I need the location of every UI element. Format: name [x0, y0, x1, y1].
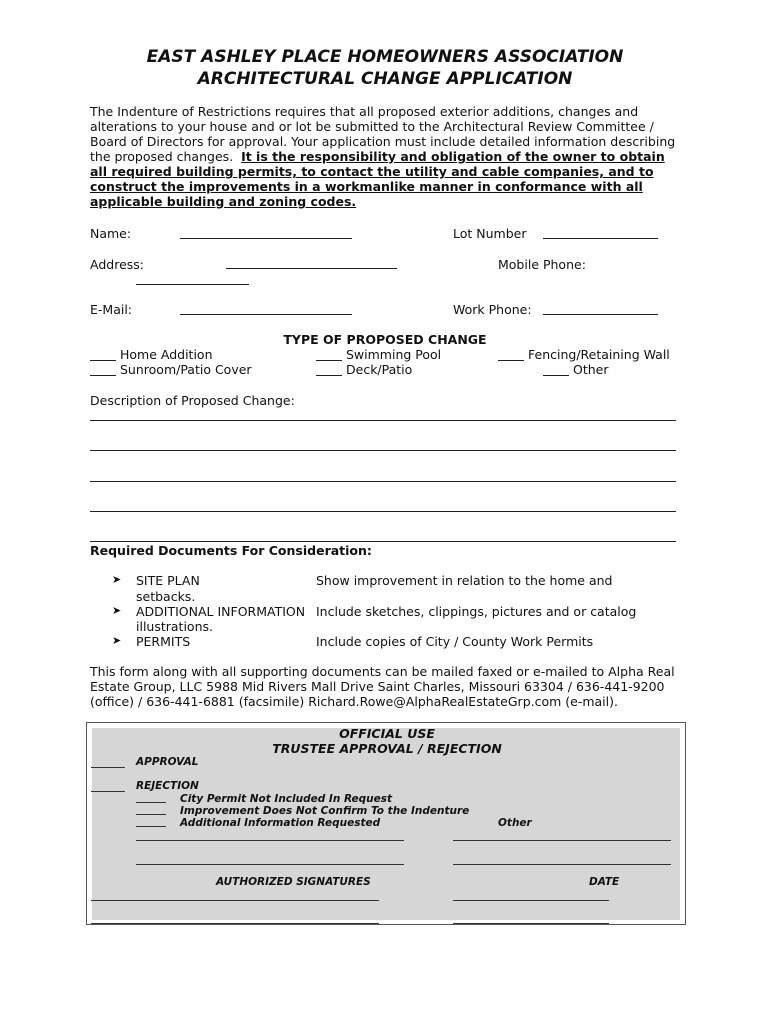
form-title-line2: ARCHITECTURAL CHANGE APPLICATION — [197, 69, 573, 89]
name-field[interactable] — [180, 238, 352, 239]
intro-emphasis: It is the responsibility and obligation of the owner to obtain all required building permits, to contact the utility and cable companies, and to construct the improvements in a workmanlike manner in conformance with all applicable building and zoning codes. — [90, 149, 665, 209]
signature-line-2[interactable] — [91, 923, 379, 924]
change-type-heading: TYPE OF PROPOSED CHANGE — [283, 332, 487, 347]
signatures-label: AUTHORIZED SIGNATURES — [216, 876, 371, 888]
work-phone-field[interactable] — [543, 314, 658, 315]
arrow-bullet-icon: ➤ — [112, 573, 122, 586]
work-phone-label: Work Phone: — [453, 302, 532, 317]
description-line-3[interactable] — [90, 481, 676, 482]
official-use-box — [86, 722, 686, 925]
intro-text: The Indenture of Restrictions requires that all proposed exterior additions, changes and alterations to your house and or lot be submitted to the Architectural Review Committee / Board of Directors for approval. Your application must include detailed information describing the proposed changes. — [90, 104, 676, 164]
approval-label: APPROVAL — [136, 756, 199, 768]
comment-line-1[interactable] — [136, 840, 404, 841]
reason-label: City Permit Not Included In Request — [180, 793, 393, 805]
required-docs-heading: Required Documents For Consideration: — [90, 543, 372, 558]
option-label: Deck/Patio — [346, 362, 413, 377]
option-home-addition[interactable] — [90, 347, 213, 362]
checkbox-blank[interactable] — [543, 364, 569, 376]
official-subtitle: TRUSTEE APPROVAL / REJECTION — [272, 741, 502, 756]
option-swimming-pool[interactable] — [316, 347, 441, 362]
checkbox-blank[interactable] — [90, 349, 116, 361]
option-label: Fencing/Retaining Wall — [528, 347, 670, 362]
option-label: Swimming Pool — [346, 347, 442, 362]
option-other[interactable] — [543, 362, 609, 377]
doc-name: ADDITIONAL INFORMATION — [136, 604, 306, 619]
reason-1[interactable] — [136, 793, 392, 805]
reason-label: Improvement Does Not Confirm To the Indenture — [180, 805, 470, 817]
mobile-phone-label: Mobile Phone: — [498, 257, 586, 272]
name-label: Name: — [90, 226, 132, 241]
mailing-paragraph: This form along with all supporting documents can be mailed faxed or e-mailed to Alpha Real Estate Group, LLC 5988 Mid Rivers Mall Drive Saint Charles, Missouri 63304 / 636-441-9200 (office) / 636-441-6881 (facsimile) Richard.Rowe@AlphaRealEstateGrp.com (e-mail). — [90, 664, 675, 709]
option-fencing[interactable] — [498, 347, 670, 362]
lot-number-field[interactable] — [543, 238, 658, 239]
description-label: Description of Proposed Change: — [90, 393, 295, 408]
description-line-1[interactable] — [90, 420, 676, 421]
option-deck-patio[interactable] — [316, 362, 412, 377]
description-line-2[interactable] — [90, 450, 676, 451]
doc-desc: Include copies of City / County Work Permits — [316, 634, 594, 649]
arrow-bullet-icon: ➤ — [112, 604, 122, 617]
other-line-2[interactable] — [453, 864, 671, 865]
checkbox-blank[interactable] — [316, 349, 342, 361]
option-sunroom[interactable] — [90, 362, 252, 377]
reason-2[interactable] — [136, 805, 469, 817]
checkbox-blank[interactable] — [316, 364, 342, 376]
approval-blank[interactable] — [91, 767, 125, 768]
checkbox-blank[interactable] — [498, 349, 524, 361]
reason-3[interactable] — [136, 817, 380, 829]
address-field[interactable] — [226, 268, 397, 269]
option-label: Other — [573, 362, 609, 377]
checkbox-blank[interactable] — [136, 793, 166, 803]
date-label: DATE — [589, 876, 620, 888]
rejection-blank[interactable] — [91, 791, 125, 792]
doc-desc: Show improvement in relation to the home and — [316, 573, 613, 588]
official-title: OFFICIAL USE — [339, 726, 435, 741]
date-line-1[interactable] — [453, 900, 609, 901]
address-field-line2[interactable] — [136, 284, 249, 285]
comment-line-2[interactable] — [136, 864, 404, 865]
address-label: Address: — [90, 257, 144, 272]
description-line-5[interactable] — [90, 541, 676, 542]
doc-desc: Include sketches, clippings, pictures and or catalog — [316, 604, 637, 619]
arrow-bullet-icon: ➤ — [112, 634, 122, 647]
lot-number-label: Lot Number — [453, 226, 527, 241]
doc-name: SITE PLAN — [136, 573, 200, 588]
form-title-line1: EAST ASHLEY PLACE HOMEOWNERS ASSOCIATION — [146, 47, 624, 67]
checkbox-blank[interactable] — [136, 817, 166, 827]
checkbox-blank[interactable] — [136, 805, 166, 815]
other-line-1[interactable] — [453, 840, 671, 841]
reason-label: Additional Information Requested — [180, 817, 381, 829]
email-label: E-Mail: — [90, 302, 133, 317]
other-label: Other — [498, 817, 532, 829]
doc-name: PERMITS — [136, 634, 191, 649]
intro-paragraph — [90, 104, 680, 209]
checkbox-blank[interactable] — [90, 364, 116, 376]
date-line-2[interactable] — [453, 923, 609, 924]
doc-desc-cont: illustrations. — [136, 619, 213, 634]
email-field[interactable] — [180, 314, 352, 315]
signature-line-1[interactable] — [91, 900, 379, 901]
doc-desc-cont: setbacks. — [136, 589, 196, 604]
option-label: Sunroom/Patio Cover — [120, 362, 252, 377]
option-label: Home Addition — [120, 347, 213, 362]
description-line-4[interactable] — [90, 511, 676, 512]
rejection-label: REJECTION — [136, 780, 199, 792]
